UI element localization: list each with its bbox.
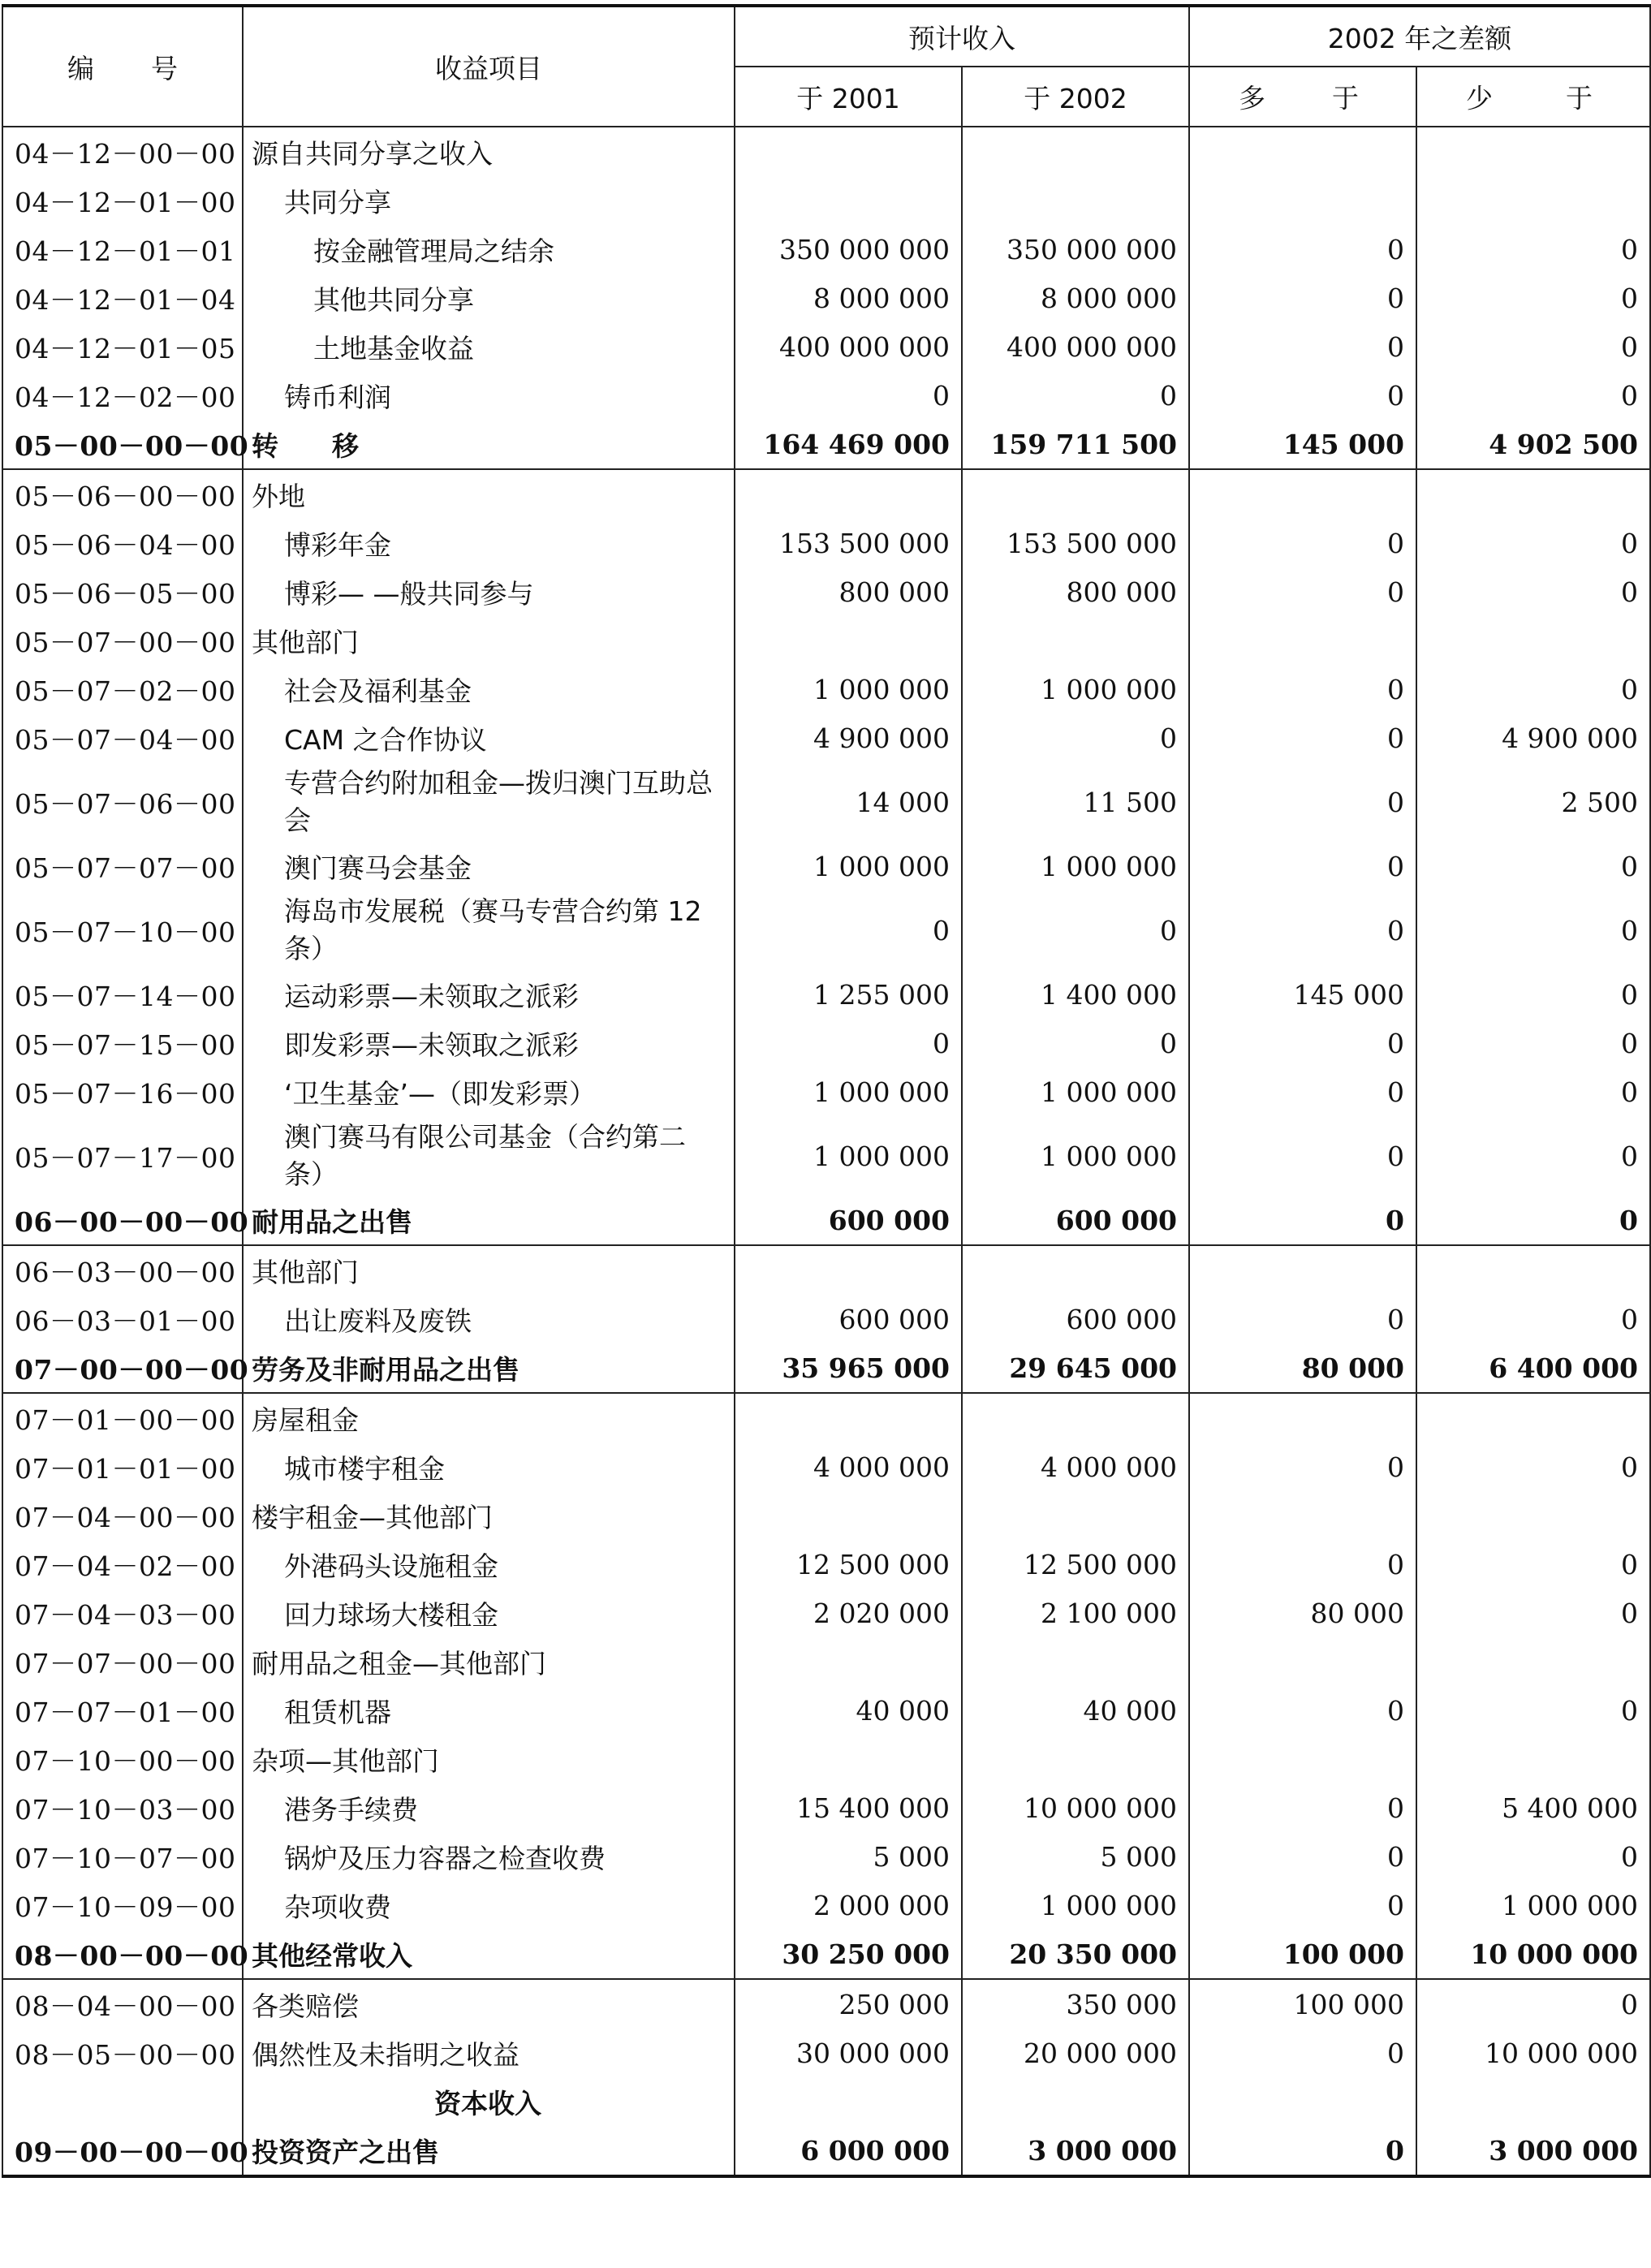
row-value-2002: 350 000 000 [962, 225, 1189, 274]
row-value-2001: 1 000 000 [735, 842, 962, 890]
row-value-2001 [735, 1735, 962, 1783]
row-value-2002 [962, 1393, 1189, 1442]
row-item: 其他部门 [243, 1245, 735, 1295]
header-2002: 于 2002 [962, 67, 1189, 127]
row-diff-less: 0 [1416, 371, 1650, 420]
row-code: 05－07－00－00 [2, 616, 243, 665]
table-row [2, 1540, 1650, 1589]
row-code: 05－07－02－00 [2, 665, 243, 714]
row-code: 05－00－00－00 [2, 420, 243, 469]
row-value-2002: 1 000 000 [962, 1067, 1189, 1116]
row-diff-more: 0 [1189, 842, 1416, 890]
header-less [1416, 67, 1650, 127]
row-diff-more: 80 000 [1189, 1343, 1416, 1393]
row-value-2002: 5 000 [962, 1832, 1189, 1881]
table-body [2, 127, 1650, 2176]
row-code: 05－07－04－00 [2, 714, 243, 762]
row-code: 07－10－07－00 [2, 1832, 243, 1881]
row-value-2002 [962, 1491, 1189, 1540]
table-row [2, 1881, 1650, 1930]
row-diff-more: 0 [1189, 2126, 1416, 2176]
row-diff-more: 80 000 [1189, 1589, 1416, 1637]
row-item: 海岛市发展税（赛马专营合约第 12 条） [243, 890, 735, 970]
row-value-2001: 0 [735, 890, 962, 970]
table-row [2, 1393, 1650, 1442]
row-value-2002: 400 000 000 [962, 322, 1189, 371]
row-code: 07－04－02－00 [2, 1540, 243, 1589]
table-row [2, 1295, 1650, 1343]
row-value-2001: 1 000 000 [735, 1067, 962, 1116]
row-item: 运动彩票—未领取之派彩 [243, 970, 735, 1019]
row-code: 05－07－07－00 [2, 842, 243, 890]
row-value-2002: 0 [962, 1019, 1189, 1067]
row-item: 投资资产之出售 [243, 2126, 735, 2176]
row-diff-more: 0 [1189, 714, 1416, 762]
row-item: 其他共同分享 [243, 274, 735, 322]
table-header [2, 6, 1650, 127]
row-value-2002 [962, 176, 1189, 225]
table-row [2, 1019, 1650, 1067]
row-item: 房屋租金 [243, 1393, 735, 1442]
row-diff-more: 0 [1189, 890, 1416, 970]
row-code: 05－07－10－00 [2, 890, 243, 970]
row-diff-less: 1 000 000 [1416, 1881, 1650, 1930]
row-diff-more: 0 [1189, 225, 1416, 274]
row-diff-less: 0 [1416, 890, 1650, 970]
row-value-2001: 5 000 [735, 1832, 962, 1881]
row-diff-less: 0 [1416, 1686, 1650, 1735]
row-value-2001: 164 469 000 [735, 420, 962, 469]
row-diff-more: 145 000 [1189, 420, 1416, 469]
row-diff-more [1189, 176, 1416, 225]
row-diff-less [1416, 176, 1650, 225]
table-row [2, 665, 1650, 714]
row-code: 05－07－16－00 [2, 1067, 243, 1116]
row-code: 08－04－00－00 [2, 1979, 243, 2029]
row-value-2002: 1 000 000 [962, 842, 1189, 890]
table-row [2, 1783, 1650, 1832]
row-value-2002: 153 500 000 [962, 519, 1189, 567]
row-diff-less: 0 [1416, 842, 1650, 890]
row-item: 其他经常收入 [243, 1930, 735, 1979]
table-row [2, 1343, 1650, 1393]
row-code: 08－00－00－00 [2, 1930, 243, 1979]
row-item: 出让废料及废铁 [243, 1295, 735, 1343]
row-diff-more: 0 [1189, 1116, 1416, 1196]
row-diff-less: 0 [1416, 1196, 1650, 1245]
row-item: 偶然性及未指明之收益 [243, 2029, 735, 2077]
header-more [1189, 67, 1416, 127]
row-diff-more: 0 [1189, 274, 1416, 322]
row-code: 07－10－09－00 [2, 1881, 243, 1930]
row-value-2002: 20 000 000 [962, 2029, 1189, 2077]
table-row [2, 1067, 1650, 1116]
row-item: 楼宇租金—其他部门 [243, 1491, 735, 1540]
row-diff-less: 2 500 [1416, 762, 1650, 842]
row-value-2001: 2 020 000 [735, 1589, 962, 1637]
row-diff-less: 3 000 000 [1416, 2126, 1650, 2176]
row-item: ‘卫生基金’—（即发彩票） [243, 1067, 735, 1116]
row-value-2001: 2 000 000 [735, 1881, 962, 1930]
row-item: 专营合约附加租金—拨归澳门互助总会 [243, 762, 735, 842]
row-diff-more: 0 [1189, 1540, 1416, 1589]
row-item: 铸币利润 [243, 371, 735, 420]
row-diff-more: 0 [1189, 371, 1416, 420]
row-value-2001: 8 000 000 [735, 274, 962, 322]
row-value-2001: 250 000 [735, 1979, 962, 2029]
row-item: 共同分享 [243, 176, 735, 225]
row-item: 博彩年金 [243, 519, 735, 567]
table-row [2, 842, 1650, 890]
row-diff-more: 0 [1189, 1196, 1416, 1245]
row-code: 04－12－01－01 [2, 225, 243, 274]
row-diff-less: 0 [1416, 322, 1650, 371]
row-value-2002: 3 000 000 [962, 2126, 1189, 2176]
row-diff-less: 0 [1416, 1019, 1650, 1067]
row-item: 资本收入 [243, 2077, 735, 2126]
row-value-2001: 12 500 000 [735, 1540, 962, 1589]
row-value-2002: 2 100 000 [962, 1589, 1189, 1637]
row-value-2002: 600 000 [962, 1295, 1189, 1343]
row-diff-less: 0 [1416, 274, 1650, 322]
table-row [2, 322, 1650, 371]
row-code: 08－05－00－00 [2, 2029, 243, 2077]
table-row [2, 519, 1650, 567]
row-diff-more [1189, 616, 1416, 665]
row-item: 杂项收费 [243, 1881, 735, 1930]
row-item: 港务手续费 [243, 1783, 735, 1832]
row-value-2002: 1 000 000 [962, 665, 1189, 714]
row-code: 07－10－03－00 [2, 1783, 243, 1832]
table-row [2, 890, 1650, 970]
row-diff-less [1416, 469, 1650, 519]
row-value-2001 [735, 176, 962, 225]
row-diff-less: 6 400 000 [1416, 1343, 1650, 1393]
table-row [2, 1442, 1650, 1491]
row-value-2001: 40 000 [735, 1686, 962, 1735]
table-row [2, 1832, 1650, 1881]
row-item: 澳门赛马会基金 [243, 842, 735, 890]
row-diff-more: 0 [1189, 1881, 1416, 1930]
row-item: 耐用品之出售 [243, 1196, 735, 1245]
row-code: 04－12－01－05 [2, 322, 243, 371]
row-code: 07－00－00－00 [2, 1343, 243, 1393]
row-diff-less: 0 [1416, 1442, 1650, 1491]
row-diff-less: 5 400 000 [1416, 1783, 1650, 1832]
row-diff-less: 4 902 500 [1416, 420, 1650, 469]
row-value-2002 [962, 1637, 1189, 1686]
row-diff-more: 0 [1189, 519, 1416, 567]
row-value-2002: 11 500 [962, 762, 1189, 842]
row-value-2001: 0 [735, 371, 962, 420]
row-item: 其他部门 [243, 616, 735, 665]
header-code-left: 编 [67, 52, 94, 84]
header-diff: 2002 年之差额 [1189, 6, 1650, 67]
table-row [2, 1686, 1650, 1735]
row-diff-less [1416, 1735, 1650, 1783]
row-diff-more [1189, 2077, 1416, 2126]
row-value-2002 [962, 1735, 1189, 1783]
row-item: 锅炉及压力容器之检查收费 [243, 1832, 735, 1881]
row-item: 外地 [243, 469, 735, 519]
row-code: 07－04－00－00 [2, 1491, 243, 1540]
row-value-2001 [735, 127, 962, 176]
table-row [2, 1245, 1650, 1295]
header-less-right: 于 [1566, 82, 1593, 114]
row-code: 05－06－04－00 [2, 519, 243, 567]
row-item: 劳务及非耐用品之出售 [243, 1343, 735, 1393]
table-row [2, 127, 1650, 176]
table-row [2, 1637, 1650, 1686]
row-value-2002: 1 000 000 [962, 1116, 1189, 1196]
row-item: 外港码头设施租金 [243, 1540, 735, 1589]
row-item: 按金融管理局之结余 [243, 225, 735, 274]
row-diff-more: 0 [1189, 1783, 1416, 1832]
header-code [2, 6, 243, 127]
row-value-2002: 40 000 [962, 1686, 1189, 1735]
row-value-2002: 20 350 000 [962, 1930, 1189, 1979]
row-item: CAM 之合作协议 [243, 714, 735, 762]
row-value-2001: 350 000 000 [735, 225, 962, 274]
row-value-2001 [735, 469, 962, 519]
row-value-2001: 4 900 000 [735, 714, 962, 762]
row-diff-more: 0 [1189, 665, 1416, 714]
row-diff-more [1189, 1491, 1416, 1540]
row-code: 06－00－00－00 [2, 1196, 243, 1245]
row-value-2001: 6 000 000 [735, 2126, 962, 2176]
row-diff-more: 0 [1189, 2029, 1416, 2077]
row-value-2002 [962, 616, 1189, 665]
row-value-2002 [962, 1245, 1189, 1295]
row-diff-less: 0 [1416, 1979, 1650, 2029]
row-code: 04－12－00－00 [2, 127, 243, 176]
table-row [2, 616, 1650, 665]
row-diff-less: 0 [1416, 1067, 1650, 1116]
table-row [2, 371, 1650, 420]
table-row [2, 1491, 1650, 1540]
row-item: 城市楼宇租金 [243, 1442, 735, 1491]
row-code: 07－04－03－00 [2, 1589, 243, 1637]
row-code: 05－07－06－00 [2, 762, 243, 842]
table-row [2, 714, 1650, 762]
row-item: 回力球场大楼租金 [243, 1589, 735, 1637]
row-diff-more [1189, 469, 1416, 519]
row-diff-more [1189, 1245, 1416, 1295]
table-row [2, 970, 1650, 1019]
row-diff-less [1416, 1245, 1650, 1295]
row-value-2002: 800 000 [962, 567, 1189, 616]
row-value-2002: 159 711 500 [962, 420, 1189, 469]
table-row [2, 420, 1650, 469]
row-value-2001: 800 000 [735, 567, 962, 616]
row-diff-less: 0 [1416, 1540, 1650, 1589]
row-diff-more [1189, 1393, 1416, 1442]
row-diff-less: 10 000 000 [1416, 2029, 1650, 2077]
row-diff-less [1416, 2077, 1650, 2126]
table-row [2, 1116, 1650, 1196]
table-row [2, 2126, 1650, 2176]
row-code: 05－07－15－00 [2, 1019, 243, 1067]
row-diff-less: 0 [1416, 1589, 1650, 1637]
row-code: 06－03－00－00 [2, 1245, 243, 1295]
row-value-2002: 600 000 [962, 1196, 1189, 1245]
row-diff-more: 0 [1189, 1832, 1416, 1881]
header-code-right: 号 [151, 52, 178, 84]
row-diff-more: 100 000 [1189, 1930, 1416, 1979]
row-diff-more: 0 [1189, 322, 1416, 371]
row-item: 即发彩票—未领取之派彩 [243, 1019, 735, 1067]
row-diff-less: 0 [1416, 1295, 1650, 1343]
row-code: 07－10－00－00 [2, 1735, 243, 1783]
row-value-2002 [962, 127, 1189, 176]
row-diff-more: 0 [1189, 1442, 1416, 1491]
row-value-2002: 0 [962, 890, 1189, 970]
row-diff-more: 0 [1189, 1686, 1416, 1735]
row-diff-less: 0 [1416, 225, 1650, 274]
row-diff-more [1189, 127, 1416, 176]
row-value-2002 [962, 469, 1189, 519]
row-code: 07－01－00－00 [2, 1393, 243, 1442]
row-diff-less [1416, 1393, 1650, 1442]
table-row [2, 1735, 1650, 1783]
table-row [2, 225, 1650, 274]
row-diff-less: 0 [1416, 1832, 1650, 1881]
row-diff-more [1189, 1735, 1416, 1783]
table-row [2, 2029, 1650, 2077]
table-row [2, 1979, 1650, 2029]
row-value-2002 [962, 2077, 1189, 2126]
row-value-2002: 1 000 000 [962, 1881, 1189, 1930]
row-value-2001: 0 [735, 1019, 962, 1067]
row-code: 06－03－01－00 [2, 1295, 243, 1343]
row-item: 租赁机器 [243, 1686, 735, 1735]
row-value-2001: 600 000 [735, 1295, 962, 1343]
revenue-table [2, 4, 1651, 2178]
row-value-2001: 600 000 [735, 1196, 962, 1245]
row-code: 07－07－00－00 [2, 1637, 243, 1686]
row-value-2001: 1 000 000 [735, 1116, 962, 1196]
row-diff-more: 145 000 [1189, 970, 1416, 1019]
row-value-2002: 0 [962, 371, 1189, 420]
row-diff-less: 10 000 000 [1416, 1930, 1650, 1979]
row-diff-less: 0 [1416, 970, 1650, 1019]
row-value-2001: 4 000 000 [735, 1442, 962, 1491]
row-value-2002: 350 000 [962, 1979, 1189, 2029]
row-value-2002: 1 400 000 [962, 970, 1189, 1019]
row-value-2002: 4 000 000 [962, 1442, 1189, 1491]
row-diff-less: 0 [1416, 665, 1650, 714]
row-code: 09－00－00－00 [2, 2126, 243, 2176]
header-more-right: 于 [1332, 82, 1359, 114]
row-code: 07－01－01－00 [2, 1442, 243, 1491]
row-item: 耐用品之租金—其他部门 [243, 1637, 735, 1686]
row-code: 05－07－14－00 [2, 970, 243, 1019]
row-diff-less: 4 900 000 [1416, 714, 1650, 762]
row-diff-more [1189, 1637, 1416, 1686]
row-value-2001 [735, 616, 962, 665]
row-item: 杂项—其他部门 [243, 1735, 735, 1783]
row-diff-less: 0 [1416, 1116, 1650, 1196]
row-item: 各类赔偿 [243, 1979, 735, 2029]
row-value-2001 [735, 2077, 962, 2126]
row-code: 05－06－00－00 [2, 469, 243, 519]
row-value-2001: 1 255 000 [735, 970, 962, 1019]
row-code: 04－12－01－00 [2, 176, 243, 225]
row-diff-more: 0 [1189, 762, 1416, 842]
row-item: 博彩— —般共同参与 [243, 567, 735, 616]
table-row [2, 469, 1650, 519]
row-value-2002: 8 000 000 [962, 274, 1189, 322]
row-diff-more: 0 [1189, 1019, 1416, 1067]
row-diff-less [1416, 616, 1650, 665]
header-item: 收益项目 [243, 6, 735, 127]
header-estimated: 预计收入 [735, 6, 1189, 67]
row-value-2001 [735, 1393, 962, 1442]
row-code: 05－06－05－00 [2, 567, 243, 616]
row-code: 04－12－02－00 [2, 371, 243, 420]
row-item: 土地基金收益 [243, 322, 735, 371]
table-row [2, 176, 1650, 225]
row-value-2001: 30 250 000 [735, 1930, 962, 1979]
row-value-2001: 14 000 [735, 762, 962, 842]
row-value-2001: 400 000 000 [735, 322, 962, 371]
row-value-2002: 12 500 000 [962, 1540, 1189, 1589]
row-diff-more: 0 [1189, 1295, 1416, 1343]
table-row [2, 567, 1650, 616]
row-diff-less [1416, 1637, 1650, 1686]
row-diff-more: 0 [1189, 567, 1416, 616]
row-diff-less: 0 [1416, 519, 1650, 567]
header-less-left: 少 [1466, 82, 1493, 114]
table-row [2, 762, 1650, 842]
row-code: 05－07－17－00 [2, 1116, 243, 1196]
table-row [2, 2077, 1650, 2126]
row-value-2002: 10 000 000 [962, 1783, 1189, 1832]
header-more-left: 多 [1239, 82, 1265, 114]
row-item: 转 移 [243, 420, 735, 469]
row-value-2001 [735, 1491, 962, 1540]
row-diff-less [1416, 1491, 1650, 1540]
row-code: 04－12－01－04 [2, 274, 243, 322]
row-diff-more: 100 000 [1189, 1979, 1416, 2029]
row-item: 源自共同分享之收入 [243, 127, 735, 176]
row-value-2001: 15 400 000 [735, 1783, 962, 1832]
row-value-2002: 0 [962, 714, 1189, 762]
row-item: 澳门赛马有限公司基金（合约第二条） [243, 1116, 735, 1196]
row-diff-less [1416, 127, 1650, 176]
row-value-2001: 35 965 000 [735, 1343, 962, 1393]
row-value-2001 [735, 1637, 962, 1686]
row-code [2, 2077, 243, 2126]
table-row [2, 1589, 1650, 1637]
table-row [2, 274, 1650, 322]
table-row [2, 1930, 1650, 1979]
header-2001: 于 2001 [735, 67, 962, 127]
row-value-2001: 30 000 000 [735, 2029, 962, 2077]
row-code: 07－07－01－00 [2, 1686, 243, 1735]
row-value-2001 [735, 1245, 962, 1295]
row-value-2002: 29 645 000 [962, 1343, 1189, 1393]
row-value-2001: 153 500 000 [735, 519, 962, 567]
table-row [2, 1196, 1650, 1245]
row-value-2001: 1 000 000 [735, 665, 962, 714]
row-item: 社会及福利基金 [243, 665, 735, 714]
row-diff-less: 0 [1416, 567, 1650, 616]
row-diff-more: 0 [1189, 1067, 1416, 1116]
